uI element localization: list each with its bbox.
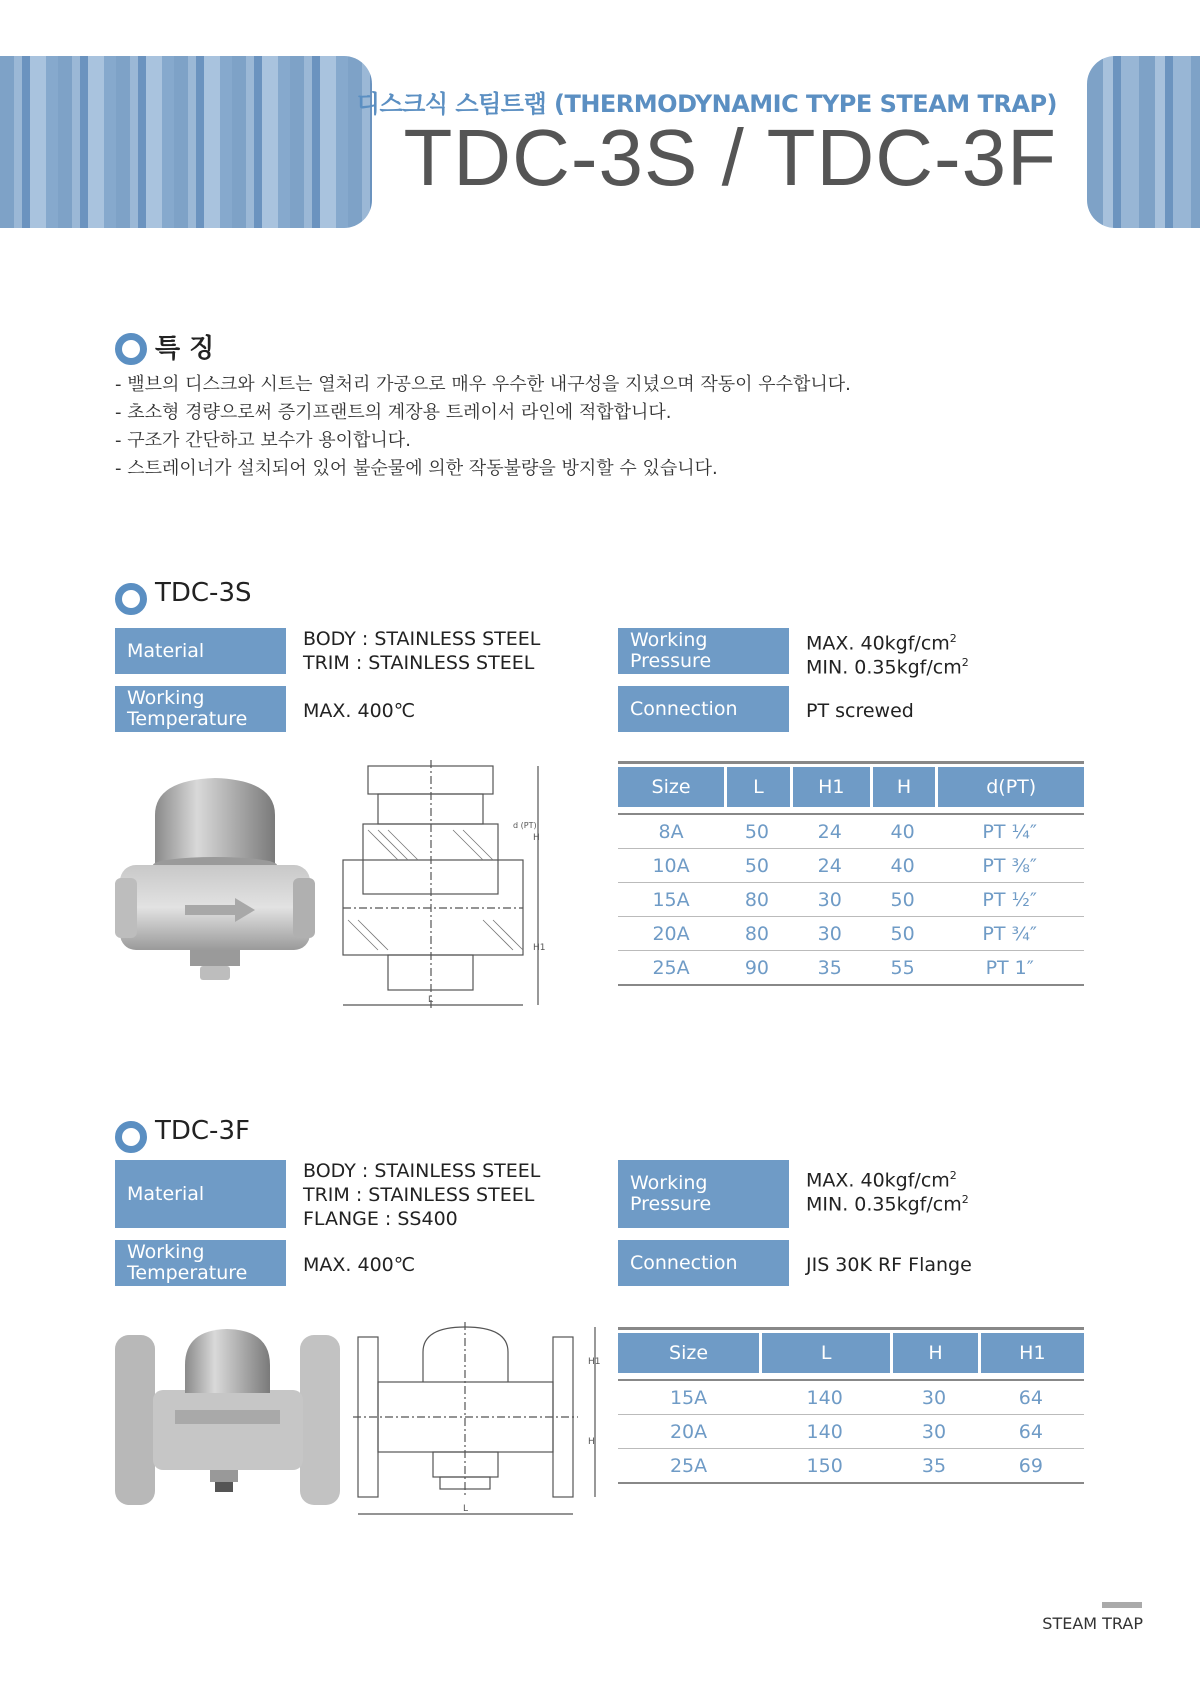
table-cell: 35 xyxy=(790,951,870,986)
drawing-label-h1: H1 xyxy=(588,1357,601,1367)
drawing-label-h: H xyxy=(533,833,540,843)
tdc3s-pressure-label xyxy=(618,628,789,674)
tdc3f-temp-label xyxy=(115,1240,286,1286)
table-cell: 80 xyxy=(724,883,790,917)
table-cell: 35 xyxy=(890,1449,977,1484)
table-header-cell: H1 xyxy=(790,767,870,807)
table-cell: 30 xyxy=(790,917,870,951)
pressure-label-line: Pressure xyxy=(630,650,712,672)
table-cell: 150 xyxy=(759,1449,890,1484)
table-cell: 30 xyxy=(890,1381,977,1415)
table-cell: 15A xyxy=(618,1381,759,1415)
unit-superscript: 2 xyxy=(949,632,957,645)
tdc3f-connection-label: Connection xyxy=(618,1240,789,1286)
table-row xyxy=(618,951,1084,986)
tdc3s-material-line: TRIM : STAINLESS STEEL xyxy=(303,652,535,674)
table-header-cell: d(PT) xyxy=(935,767,1084,807)
table-cell: 10A xyxy=(618,849,724,883)
table-cell: 25A xyxy=(618,951,724,986)
table-cell: PT 1″ xyxy=(935,951,1084,986)
temp-label-line: Working xyxy=(127,687,205,709)
tdc3s-temp-label xyxy=(115,686,286,732)
table-cell: 55 xyxy=(870,951,936,986)
table-cell: 64 xyxy=(978,1415,1084,1449)
tdc3s-connection-label: Connection xyxy=(618,686,789,732)
table-cell: 25A xyxy=(618,1449,759,1484)
drawing-label-l: L xyxy=(428,995,434,1005)
drawing-label-d: d (PT) xyxy=(513,821,537,830)
page-title: TDC-3S / TDC-3F xyxy=(403,113,1057,202)
table-cell: 50 xyxy=(870,917,936,951)
table-header-cell: H xyxy=(870,767,936,807)
page-subtitle: 디스크식 스팀트랩 (THERMODYNAMIC TYPE STEAM TRAP) xyxy=(356,90,1057,118)
table-row xyxy=(618,1381,1084,1415)
table-row xyxy=(618,849,1084,883)
pressure-max-text: MAX. 40kgf/cm xyxy=(806,632,950,655)
drawing-label-h: H xyxy=(588,1437,595,1447)
table-cell: 15A xyxy=(618,883,724,917)
table-header-cell: L xyxy=(724,767,790,807)
pressure-min-text: MIN. 0.35kgf/cm xyxy=(806,656,962,679)
feature-item: - 스트레이너가 설치되어 있어 불순물에 의한 작동불량을 방지할 수 있습니다. xyxy=(115,458,718,479)
table-cell: 40 xyxy=(870,849,936,883)
tdc3f-pressure-min xyxy=(806,1188,969,1216)
table-row xyxy=(618,883,1084,917)
table-row xyxy=(618,815,1084,849)
feature-item: - 밸브의 디스크와 시트는 열처리 가공으로 매우 우수한 내구성을 지녔으며 작동이 우수합니다. xyxy=(115,374,851,395)
table-header-cell: Size xyxy=(618,1333,759,1373)
tdc3f-material-label: Material xyxy=(115,1160,286,1228)
table-cell: 64 xyxy=(978,1381,1084,1415)
table-row xyxy=(618,917,1084,951)
table-cell: PT ½″ xyxy=(935,883,1084,917)
bullet-icon xyxy=(115,1121,147,1153)
table-cell: 140 xyxy=(759,1415,890,1449)
tdc3f-material-line: TRIM : STAINLESS STEEL xyxy=(303,1184,535,1206)
tdc3f-temp-value: MAX. 400℃ xyxy=(303,1254,416,1276)
tdc3s-material-label: Material xyxy=(115,628,286,674)
table-cell: 50 xyxy=(724,815,790,849)
table-cell: 140 xyxy=(759,1381,890,1415)
tdc3s-temp-value: MAX. 400℃ xyxy=(303,700,416,722)
table-header-row xyxy=(618,767,1084,807)
tdc3s-dimension-table xyxy=(618,767,1084,986)
tdc3s-connection-value: PT screwed xyxy=(806,700,914,722)
tdc3f-heading: TDC-3F xyxy=(155,1116,250,1146)
table-header-cell: Size xyxy=(618,767,724,807)
table-header-cell: H xyxy=(890,1333,977,1373)
table-cell: 30 xyxy=(890,1415,977,1449)
table-cell: 30 xyxy=(790,883,870,917)
features-heading: 특 징 xyxy=(155,334,215,364)
temp-label-line: Temperature xyxy=(127,1262,248,1284)
pressure-label-line: Working xyxy=(630,1172,708,1194)
pressure-max-text: MAX. 40kgf/cm xyxy=(806,1169,950,1192)
temp-label-line: Temperature xyxy=(127,708,248,730)
pressure-label-line: Working xyxy=(630,629,708,651)
table-cell: 90 xyxy=(724,951,790,986)
table-top-rule xyxy=(618,761,1084,764)
table-row xyxy=(618,1415,1084,1449)
table-cell: PT ¼″ xyxy=(935,815,1084,849)
bullet-icon xyxy=(115,333,147,365)
tdc3s-pressure-min xyxy=(806,651,969,679)
table-top-rule xyxy=(618,1327,1084,1330)
unit-superscript: 2 xyxy=(961,1193,969,1206)
table-header-cell: L xyxy=(759,1333,890,1373)
table-cell: 40 xyxy=(870,815,936,849)
footer-label: STEAM TRAP xyxy=(1042,1614,1143,1633)
unit-superscript: 2 xyxy=(961,656,969,669)
drawing-label-h1: H1 xyxy=(533,943,546,953)
tdc3f-product-photo xyxy=(115,1325,340,1515)
tdc3f-pressure-label xyxy=(618,1160,789,1228)
tdc3f-dimension-table xyxy=(618,1333,1084,1484)
temp-label-line: Working xyxy=(127,1241,205,1263)
table-cell: PT ⅜″ xyxy=(935,849,1084,883)
table-header-row xyxy=(618,1333,1084,1373)
header-decor-band-right xyxy=(1087,56,1200,228)
drawing-label-l: L xyxy=(463,1504,469,1514)
table-row xyxy=(618,1449,1084,1484)
tdc3f-connection-value: JIS 30K RF Flange xyxy=(806,1254,972,1276)
table-cell: 24 xyxy=(790,849,870,883)
footer-accent-bar xyxy=(1102,1602,1142,1608)
table-cell: 50 xyxy=(724,849,790,883)
tdc3s-material-line: BODY : STAINLESS STEEL xyxy=(303,628,541,650)
pressure-label-line: Pressure xyxy=(630,1193,712,1215)
tdc3s-dimension-drawing xyxy=(343,760,546,1015)
pressure-min-text: MIN. 0.35kgf/cm xyxy=(806,1193,962,1216)
header-decor-band-left xyxy=(0,56,372,228)
tdc3f-material-line: BODY : STAINLESS STEEL xyxy=(303,1160,541,1182)
table-cell: 20A xyxy=(618,917,724,951)
tdc3s-product-photo xyxy=(115,770,315,990)
bullet-icon xyxy=(115,583,147,615)
tdc3f-dimension-drawing xyxy=(358,1322,603,1522)
tdc3s-heading: TDC-3S xyxy=(155,578,252,608)
feature-item: - 초소형 경량으로써 증기프랜트의 계장용 트레이서 라인에 적합합니다. xyxy=(115,402,672,423)
table-cell: 20A xyxy=(618,1415,759,1449)
table-cell: 8A xyxy=(618,815,724,849)
unit-superscript: 2 xyxy=(949,1169,957,1182)
feature-item: - 구조가 간단하고 보수가 용이합니다. xyxy=(115,430,411,451)
table-cell: PT ¾″ xyxy=(935,917,1084,951)
table-cell: 24 xyxy=(790,815,870,849)
table-cell: 69 xyxy=(978,1449,1084,1484)
table-cell: 80 xyxy=(724,917,790,951)
table-cell: 50 xyxy=(870,883,936,917)
tdc3f-material-line: FLANGE : SS400 xyxy=(303,1208,458,1230)
table-header-cell: H1 xyxy=(978,1333,1084,1373)
